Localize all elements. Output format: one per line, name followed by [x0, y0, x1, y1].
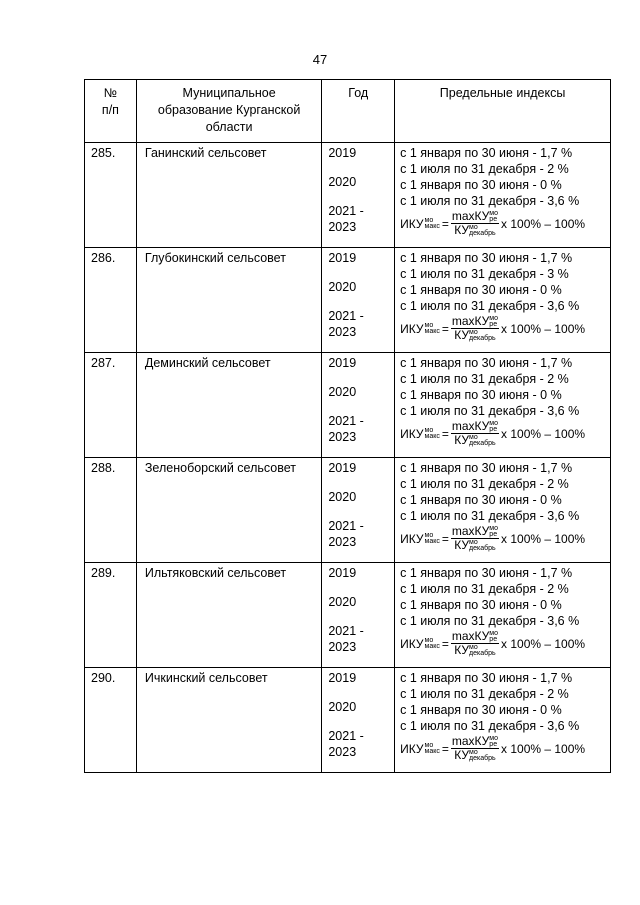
indices-cell — [395, 668, 611, 773]
formula-lhs-sub: макс — [424, 537, 440, 545]
formula-tail: х 100% – 100% — [501, 531, 586, 546]
formula-den-sup: мо — [469, 748, 478, 756]
formula-num-sub: ре — [489, 320, 498, 328]
index-line: с 1 января по 30 июня - 0 % — [400, 493, 562, 507]
formula-lhs-sup: мо — [424, 636, 434, 644]
header-year: Год — [322, 80, 395, 143]
index-line: с 1 января по 30 июня - 1,7 % — [400, 146, 573, 160]
formula-fraction — [451, 630, 499, 657]
indices-cell — [395, 458, 611, 563]
index-line: с 1 января по 30 июня - 1,7 % — [400, 251, 573, 265]
formula-num-main: maxКУ — [451, 419, 490, 433]
formula-den-sup: мо — [469, 328, 478, 336]
year-cell — [322, 248, 395, 353]
year-range-end: 2023 — [328, 220, 357, 234]
formula-num-sub: ре — [489, 740, 498, 748]
formula-numerator — [451, 315, 499, 329]
formula-denominator — [454, 224, 495, 237]
formula-numerator — [451, 420, 499, 434]
index-line: с 1 июля по 31 декабря - 2 % — [400, 687, 569, 701]
formula-denominator — [454, 434, 495, 447]
formula-lhs-sub: макс — [424, 642, 440, 650]
row-number: 288. — [85, 458, 137, 563]
formula-fraction — [451, 315, 499, 342]
formula-num-sub: ре — [489, 215, 498, 223]
year-range-end: 2023 — [328, 535, 357, 549]
year-range-end: 2023 — [328, 430, 357, 444]
index-line: с 1 июля по 31 декабря - 3,6 % — [400, 719, 580, 733]
year-cell — [322, 353, 395, 458]
formula-fraction — [451, 525, 499, 552]
index-line: с 1 июля по 31 декабря - 3,6 % — [400, 404, 580, 418]
year-2019: 2019 — [328, 146, 357, 160]
year-2019: 2019 — [328, 251, 357, 265]
formula-denominator — [454, 329, 495, 342]
formula-den-sup: мо — [469, 223, 478, 231]
table-header-row — [85, 80, 611, 143]
formula-den-sub: декабрь — [469, 544, 496, 552]
formula-den-sub: декабрь — [469, 649, 496, 657]
formula-num-main: maxКУ — [451, 629, 490, 643]
year-range-start: 2021 - — [328, 309, 364, 323]
formula-lhs-sup: мо — [424, 741, 434, 749]
formula-num-sup: мо — [489, 419, 499, 427]
formula-den-sub: декабрь — [469, 229, 496, 237]
formula-num-main: maxКУ — [451, 524, 490, 538]
municipality-name: Деминский сельсовет — [136, 353, 321, 458]
formula-equals: = — [441, 426, 449, 441]
formula-lhs-sub: макс — [424, 222, 440, 230]
year-range-start: 2021 - — [328, 729, 364, 743]
header-num: № п/п — [85, 80, 137, 143]
index-line: с 1 июля по 31 декабря - 2 % — [400, 477, 569, 491]
row-number: 289. — [85, 563, 137, 668]
table-row — [85, 353, 611, 458]
municipality-name: Ильтяковский сельсовет — [136, 563, 321, 668]
formula-den-sup: мо — [469, 538, 478, 546]
year-range-end: 2023 — [328, 745, 357, 759]
index-line: с 1 июля по 31 декабря - 2 % — [400, 582, 569, 596]
formula-lhs — [400, 321, 440, 337]
municipality-name: Зеленоборский сельсовет — [136, 458, 321, 563]
index-line: с 1 января по 30 июня - 0 % — [400, 703, 562, 717]
index-line: с 1 июля по 31 декабря - 2 % — [400, 162, 569, 176]
formula-lhs — [400, 216, 440, 232]
year-2020: 2020 — [328, 175, 357, 189]
formula-lhs-sup: мо — [424, 426, 434, 434]
year-2020: 2020 — [328, 280, 357, 294]
formula-equals: = — [441, 216, 449, 231]
year-range-end: 2023 — [328, 640, 357, 654]
formula-tail: х 100% – 100% — [501, 741, 586, 756]
index-line: с 1 января по 30 июня - 0 % — [400, 283, 562, 297]
formula-num-sup: мо — [489, 524, 499, 532]
formula-den-sup: мо — [469, 643, 478, 651]
indices-cell — [395, 563, 611, 668]
table-row — [85, 668, 611, 773]
formula-lhs-sub: макс — [424, 432, 440, 440]
index-line: с 1 июля по 31 декабря - 3,6 % — [400, 299, 580, 313]
index-formula — [400, 420, 610, 447]
header-municipality: Муниципальное образование Курганской области — [136, 80, 321, 143]
formula-lhs — [400, 426, 440, 442]
formula-equals: = — [441, 741, 449, 756]
formula-numerator — [451, 735, 499, 749]
formula-lhs-main: ИКУ — [400, 636, 424, 651]
index-formula — [400, 735, 610, 762]
formula-den-sup: мо — [469, 433, 478, 441]
year-2019: 2019 — [328, 356, 357, 370]
index-formula — [400, 210, 610, 237]
formula-denominator — [454, 539, 495, 552]
year-range-start: 2021 - — [328, 204, 364, 218]
index-line: с 1 июля по 31 декабря - 3,6 % — [400, 509, 580, 523]
index-formula — [400, 525, 610, 552]
index-formula — [400, 315, 610, 342]
index-line: с 1 января по 30 июня - 0 % — [400, 388, 562, 402]
row-number: 290. — [85, 668, 137, 773]
municipality-name: Ичкинский сельсовет — [136, 668, 321, 773]
year-2020: 2020 — [328, 700, 357, 714]
year-2020: 2020 — [328, 490, 357, 504]
formula-lhs — [400, 531, 440, 547]
formula-lhs-main: ИКУ — [400, 531, 424, 546]
formula-lhs-main: ИКУ — [400, 741, 424, 756]
index-line: с 1 июля по 31 декабря - 3,6 % — [400, 194, 580, 208]
table-row — [85, 458, 611, 563]
table-row — [85, 248, 611, 353]
formula-lhs-main: ИКУ — [400, 321, 424, 336]
formula-den-sub: декабрь — [469, 754, 496, 762]
page-number: 47 — [312, 52, 328, 67]
row-number: 286. — [85, 248, 137, 353]
year-range-end: 2023 — [328, 325, 357, 339]
row-number: 285. — [85, 143, 137, 248]
formula-denominator — [454, 644, 495, 657]
formula-num-sub: ре — [489, 425, 498, 433]
formula-num-sub: ре — [489, 635, 498, 643]
table-row — [85, 143, 611, 248]
formula-den-main: КУ — [454, 223, 469, 237]
formula-numerator — [451, 210, 499, 224]
formula-num-sup: мо — [489, 314, 499, 322]
formula-equals: = — [441, 321, 449, 336]
formula-num-main: maxКУ — [451, 209, 490, 223]
year-cell — [322, 668, 395, 773]
formula-fraction — [451, 420, 499, 447]
formula-num-main: maxКУ — [451, 314, 490, 328]
formula-lhs-sub: макс — [424, 747, 440, 755]
formula-tail: х 100% – 100% — [501, 426, 586, 441]
formula-num-sup: мо — [489, 734, 499, 742]
index-formula — [400, 630, 610, 657]
formula-num-main: maxКУ — [451, 734, 490, 748]
indices-cell — [395, 143, 611, 248]
year-2019: 2019 — [328, 566, 357, 580]
index-line: с 1 июля по 31 декабря - 3,6 % — [400, 614, 580, 628]
year-cell — [322, 563, 395, 668]
index-line: с 1 июля по 31 декабря - 2 % — [400, 372, 569, 386]
formula-equals: = — [441, 531, 449, 546]
formula-den-main: КУ — [454, 433, 469, 447]
formula-tail: х 100% – 100% — [501, 216, 586, 231]
year-2019: 2019 — [328, 671, 357, 685]
formula-denominator — [454, 749, 495, 762]
formula-tail: х 100% – 100% — [501, 321, 586, 336]
formula-equals: = — [441, 636, 449, 651]
row-number: 287. — [85, 353, 137, 458]
formula-lhs — [400, 741, 440, 757]
year-range-start: 2021 - — [328, 414, 364, 428]
header-indices: Предельные индексы — [395, 80, 611, 143]
formula-lhs-main: ИКУ — [400, 216, 424, 231]
municipality-name: Ганинский сельсовет — [136, 143, 321, 248]
year-2019: 2019 — [328, 461, 357, 475]
indices-cell — [395, 248, 611, 353]
indices-table — [84, 79, 611, 773]
formula-lhs-sup: мо — [424, 216, 434, 224]
formula-den-main: КУ — [454, 748, 469, 762]
formula-den-sub: декабрь — [469, 439, 496, 447]
index-line: с 1 января по 30 июня - 1,7 % — [400, 356, 573, 370]
year-2020: 2020 — [328, 385, 357, 399]
indices-cell — [395, 353, 611, 458]
municipality-name: Глубокинский сельсовет — [136, 248, 321, 353]
formula-den-main: КУ — [454, 328, 469, 342]
formula-lhs-sup: мо — [424, 531, 434, 539]
formula-lhs-sub: макс — [424, 327, 440, 335]
formula-fraction — [451, 735, 499, 762]
table-row — [85, 563, 611, 668]
index-line: с 1 июля по 31 декабря - 3 % — [400, 267, 569, 281]
index-line: с 1 января по 30 июня - 0 % — [400, 178, 562, 192]
formula-fraction — [451, 210, 499, 237]
formula-den-main: КУ — [454, 643, 469, 657]
year-cell — [322, 143, 395, 248]
formula-num-sub: ре — [489, 530, 498, 538]
formula-lhs — [400, 636, 440, 652]
formula-numerator — [451, 525, 499, 539]
formula-tail: х 100% – 100% — [501, 636, 586, 651]
formula-num-sup: мо — [489, 629, 499, 637]
year-range-start: 2021 - — [328, 624, 364, 638]
index-line: с 1 января по 30 июня - 0 % — [400, 598, 562, 612]
formula-den-sub: декабрь — [469, 334, 496, 342]
formula-lhs-sup: мо — [424, 321, 434, 329]
formula-den-main: КУ — [454, 538, 469, 552]
year-cell — [322, 458, 395, 563]
formula-numerator — [451, 630, 499, 644]
index-line: с 1 января по 30 июня - 1,7 % — [400, 566, 573, 580]
year-range-start: 2021 - — [328, 519, 364, 533]
index-line: с 1 января по 30 июня - 1,7 % — [400, 671, 573, 685]
formula-lhs-main: ИКУ — [400, 426, 424, 441]
index-line: с 1 января по 30 июня - 1,7 % — [400, 461, 573, 475]
formula-num-sup: мо — [489, 209, 499, 217]
year-2020: 2020 — [328, 595, 357, 609]
